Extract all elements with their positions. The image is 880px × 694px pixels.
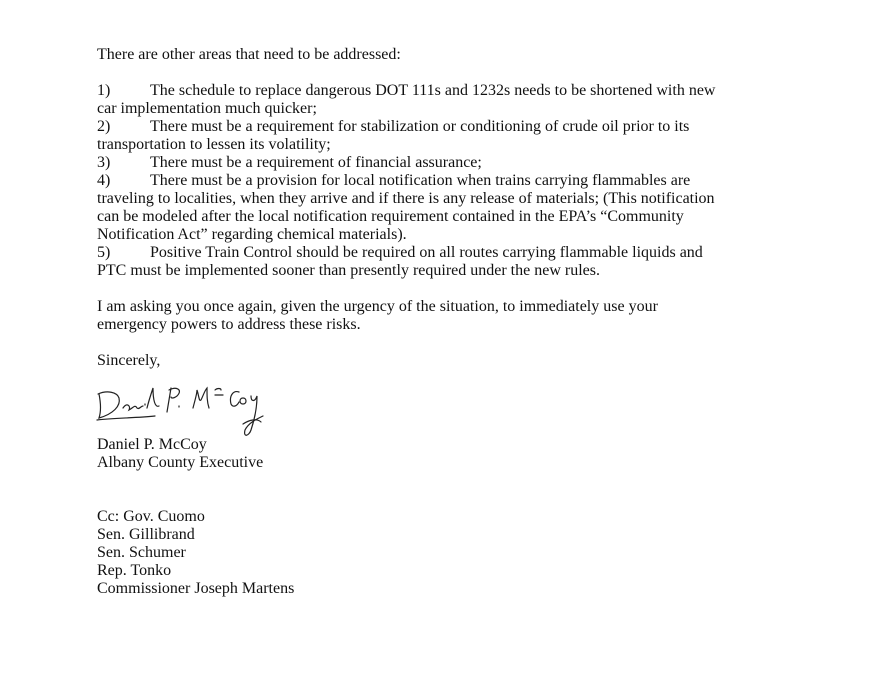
item-number: 2) <box>97 118 111 135</box>
item-number: 3) <box>97 154 111 171</box>
item-text: There must be a provision for local notification when trains carrying flammables are <box>150 172 691 189</box>
list-item <box>97 118 797 154</box>
item-text: The schedule to replace dangerous DOT 111s and 1232s needs to be shortened with new <box>150 82 716 99</box>
item-number: 1) <box>97 82 111 99</box>
item-text-cont: PTC must be implemented sooner than presently required under the new rules. <box>97 262 600 279</box>
signer-title: Albany County Executive <box>97 454 264 471</box>
signature-block <box>97 378 797 436</box>
list-item <box>97 244 797 280</box>
item-number: 5) <box>97 244 111 261</box>
cc-item: Commissioner Joseph Martens <box>97 580 295 597</box>
signer-name: Daniel P. McCoy <box>97 436 207 453</box>
cc-list <box>97 508 797 598</box>
closing-line: emergency powers to address these risks. <box>97 316 361 333</box>
item-text-cont: transportation to lessen its volatility; <box>97 136 331 153</box>
list-item <box>97 82 797 118</box>
cc-item: Cc: Gov. Cuomo <box>97 508 205 525</box>
item-number: 4) <box>97 172 111 189</box>
cc-item: Sen. Schumer <box>97 544 186 561</box>
item-text-cont: Notification Act” regarding chemical materials). <box>97 226 407 243</box>
list-item <box>97 172 797 244</box>
closing-line: I am asking you once again, given the urgency of the situation, to immediately use your <box>97 298 658 315</box>
item-text: Positive Train Control should be required on all routes carrying flammable liquids and <box>150 244 703 261</box>
item-text: There must be a requirement of financial assurance; <box>150 154 482 171</box>
cc-item: Rep. Tonko <box>97 562 172 579</box>
signature-icon <box>95 378 295 448</box>
list-item <box>97 154 797 172</box>
numbered-list <box>97 82 797 280</box>
item-text-cont: traveling to localities, when they arrive and if there is any release of materials; (This notification <box>97 190 715 207</box>
item-text-cont: car implementation much quicker; <box>97 100 317 117</box>
item-text: There must be a requirement for stabilization or conditioning of crude oil prior to its <box>150 118 690 135</box>
cc-item: Sen. Gillibrand <box>97 526 195 543</box>
closing-paragraph <box>97 298 797 334</box>
item-text-cont: can be modeled after the local notification requirement contained in the EPA’s “Community <box>97 208 684 225</box>
intro-text: There are other areas that need to be addressed: <box>97 46 401 63</box>
salutation: Sincerely, <box>97 352 161 369</box>
letter-page <box>97 46 797 598</box>
